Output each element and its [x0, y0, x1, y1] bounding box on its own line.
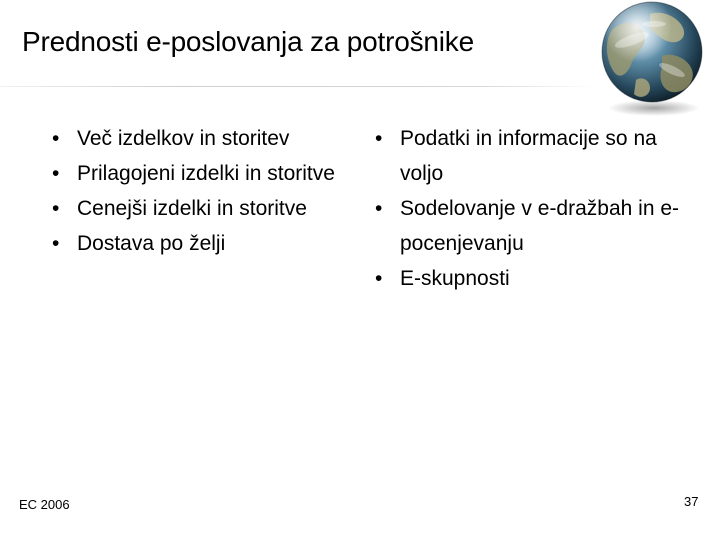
list-item	[375, 191, 695, 261]
bullet-text: Podatki in informacije so na voljo	[400, 127, 657, 185]
right-bullet-list	[375, 121, 695, 296]
bullet-text: Prilagojeni izdelki in storitve	[77, 162, 335, 185]
bullet-text: Več izdelkov in storitev	[77, 127, 290, 150]
bullet: •	[375, 267, 383, 290]
list-item	[52, 191, 362, 226]
list-item	[375, 261, 695, 296]
page-number: 37	[684, 494, 699, 509]
title-divider	[0, 86, 596, 87]
bullet-text: Sodelovanje v e-dražbah in e-pocenjevanju	[400, 197, 680, 255]
bullet: •	[52, 127, 60, 150]
list-item	[375, 121, 695, 191]
bullet-text: Cenejši izdelki in storitve	[77, 197, 307, 220]
left-bullet-list	[52, 121, 362, 261]
bullet-text: Dostava po želji	[77, 232, 226, 255]
bullet: •	[375, 127, 383, 150]
globe-icon	[592, 0, 714, 120]
bullet: •	[375, 197, 383, 220]
bullet: •	[52, 197, 60, 220]
list-item	[52, 226, 362, 261]
bullet-text: E-skupnosti	[400, 267, 510, 290]
list-item	[52, 156, 362, 191]
bullet: •	[52, 232, 60, 255]
footer-label: EC 2006	[19, 497, 70, 512]
slide-title: Prednosti e-poslovanja za potrošnike	[22, 26, 474, 57]
bullet: •	[52, 162, 60, 185]
list-item	[52, 121, 362, 156]
